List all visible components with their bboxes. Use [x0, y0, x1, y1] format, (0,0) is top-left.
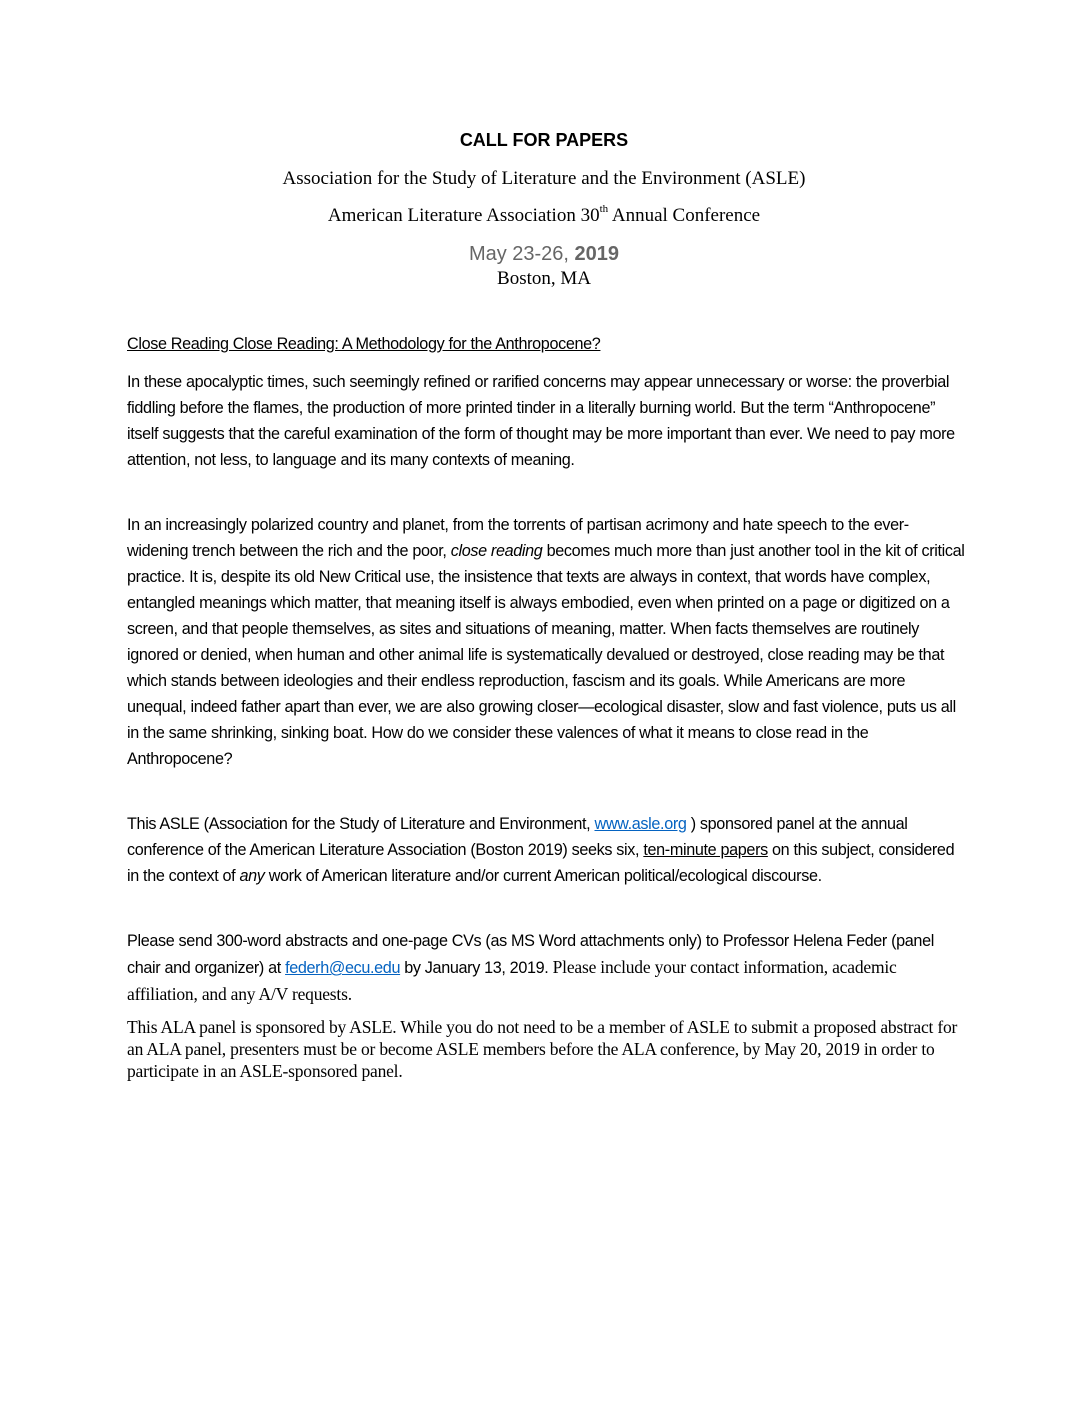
paragraph-text: on this subject, considered in the context of	[127, 841, 955, 885]
paragraph-text: ) sponsored panel at the annual conference of the American Literature Association (Boston 2019) seeks six,	[127, 815, 908, 859]
underlined-text: ten-minute papers	[643, 841, 768, 859]
paragraph-submission	[127, 928, 967, 1008]
conference-dates	[0, 243, 1088, 266]
paragraph-text: In an increasingly polarized country and planet, from the torrents of partisan acrimony and hate speech to the ever-widening trench between the rich and the poor,	[127, 516, 909, 560]
panel-title: Close Reading Close Reading: A Methodology for the Anthropocene?	[127, 335, 601, 353]
italic-term: close reading	[450, 542, 543, 560]
date-year: 2019	[574, 243, 620, 265]
paragraph-intro: In these apocalyptic times, such seemingly refined or rarified concerns may appear unnecessary or worse: the proverbial fiddling before the flames, the production of more printed tinder in a literally burning world. But the term “Anthropocene” itself suggests that the careful examination of the form of thought may be more important than ever. We need to pay more attention, not less, to language and its many contexts of meaning.	[127, 373, 955, 469]
paragraph-text: This ASLE (Association for the Study of Literature and Environment,	[127, 815, 595, 833]
paragraph-text: work of American literature and/or current American political/ecological discourse.	[264, 867, 822, 885]
email-link[interactable]: federh@ecu.edu	[285, 959, 401, 977]
paragraph-text: becomes much more than just another tool in the kit of critical practice. It is, despite its old New Critical use, the insistence that texts are always in context, that words have complex, entangled meanings which matter, that meaning itself is always embodied, even when printed on a page or digitized on a screen, and that people themselves, as sites and situations of meaning, matter. When facts themselves are routinely ignored or denied, when human and other animal life is systematically devalued or destroyed, close reading may be that which stands between ideologies and their endless reproduction, fascism and its goals. While Americans are more unequal, indeed father apart than ever, we are also growing closer—ecological disaster, slow and fast violence, puts us all in the same shrinking, sinking boat. How do we consider these valences of what it means to close read in the Anthropocene?	[127, 542, 965, 768]
paragraph-panel-info	[127, 811, 967, 889]
asle-website-link[interactable]: www.asle.org	[594, 815, 687, 833]
italic-term: any	[239, 867, 265, 885]
paragraph-close-reading	[127, 512, 967, 772]
document-title: CALL FOR PAPERS	[459, 130, 629, 150]
conference-prefix: American Literature Association 30	[327, 205, 600, 226]
paragraph-text: Please include your contact information, academic affiliation, and any A/V requests.	[127, 957, 897, 1004]
paragraph-sponsorship: This ALA panel is sponsored by ASLE. While you do not need to be a member of ASLE to submit a proposed abstract for an ALA panel, presenters must be or become ASLE members before the ALA conference, by May 20, 2019 in order to participate in an ASLE-sponsored panel.	[127, 1017, 958, 1081]
paragraph-text: Please send 300-word abstracts and one-page CVs (as MS Word attachments only) to Professor Helena Feder (panel chair and organizer) at	[127, 932, 934, 977]
conference-location: Boston, MA	[497, 268, 591, 289]
organization-line: Association for the Study of Literature and the Environment (ASLE)	[282, 168, 806, 189]
date-range: May 23-26,	[468, 243, 575, 265]
conference-line	[0, 205, 1088, 227]
paragraph-text: by January 13, 2019.	[400, 959, 549, 977]
conference-ordinal: th	[599, 203, 609, 215]
conference-suffix: Annual Conference	[608, 205, 761, 226]
